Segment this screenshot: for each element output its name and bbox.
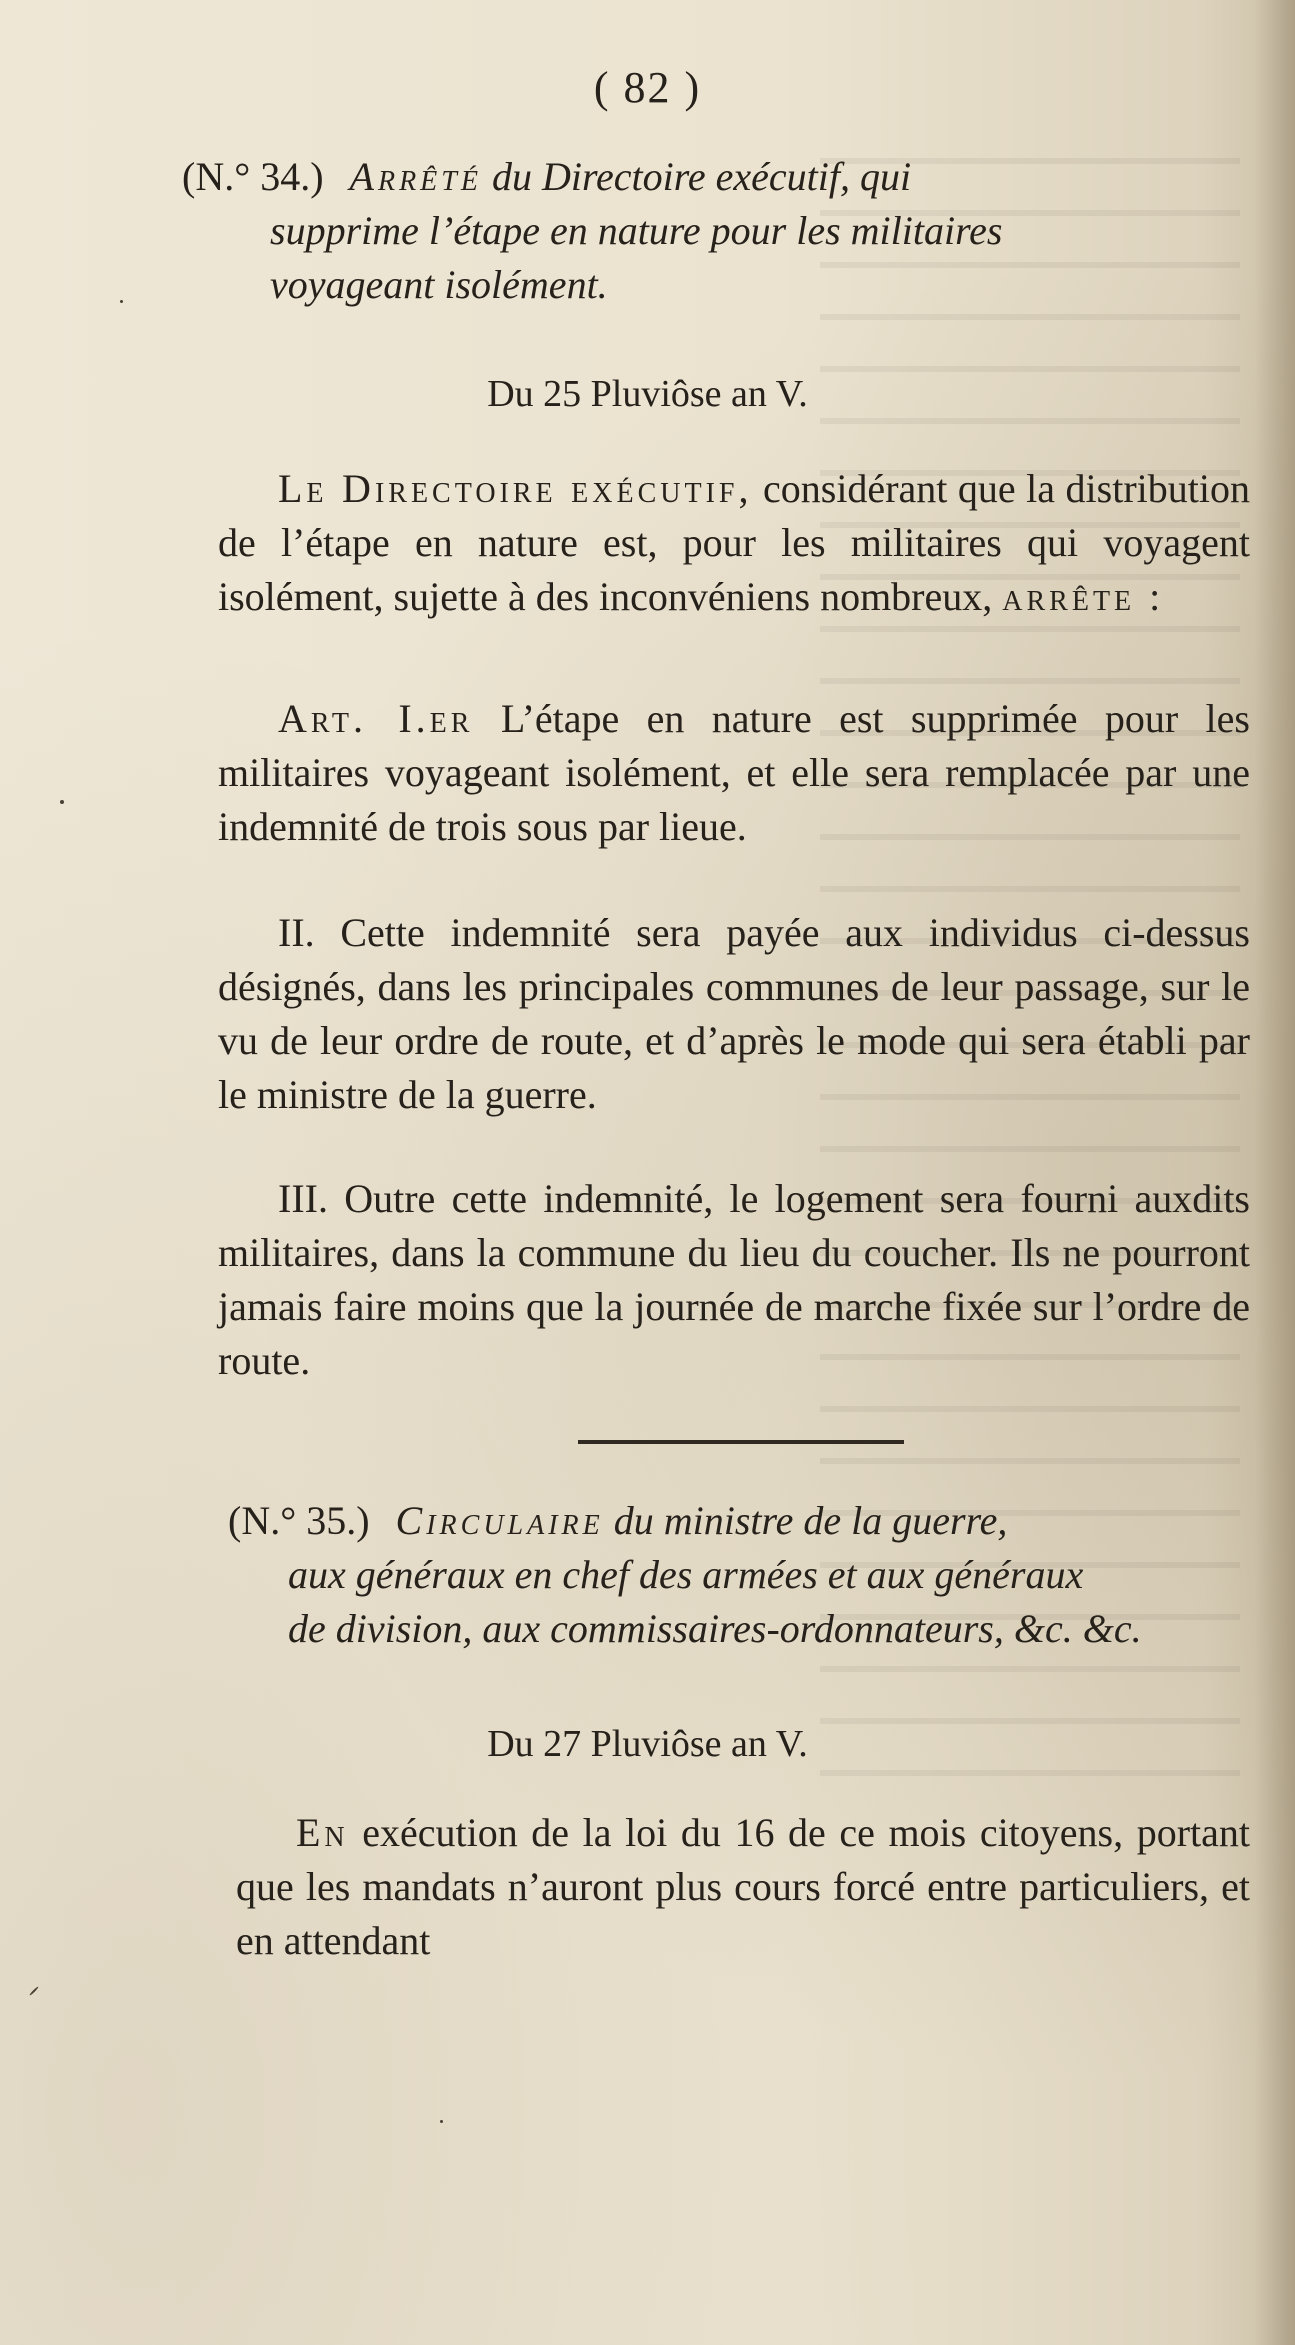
- paper-speck: [120, 300, 123, 303]
- article-1-text: L’étape en nature est supprimée pour les militaires voyageant isolément, et elle sera remplacée par une indemnité de trois sous par lieue.: [218, 696, 1250, 849]
- paper-speck: [29, 1986, 39, 1996]
- page-gutter-shadow: [1255, 0, 1295, 2345]
- entry-34-date: Du 25 Pluviôse an V.: [487, 373, 808, 415]
- entry-35-title-word: Circulaire: [395, 1498, 604, 1543]
- entry-34-number: (N.° 34.): [182, 154, 324, 199]
- paper-speck: [440, 2120, 443, 2123]
- preamble-lead: Le Directoire exécutif,: [278, 466, 753, 511]
- entry-35-number: (N.° 35.): [228, 1498, 370, 1543]
- entry-34-heading-line1: [182, 150, 1252, 204]
- article-2: [218, 906, 1250, 1122]
- paper-speck: [60, 800, 64, 804]
- entry-35-heading-line1: [228, 1494, 1258, 1548]
- entry-35-date: Du 27 Pluviôse an V.: [487, 1723, 808, 1765]
- entry-35-title-line3: de division, aux commissaires-ordonnateurs, &c. &c.: [288, 1606, 1142, 1651]
- article-3-text: Outre cette indemnité, le logement sera fourni auxdits militaires, dans la commune du lieu du coucher. Ils ne pourront jamais faire moins que la journée de marche fixée sur l’ordre de route.: [218, 1176, 1250, 1383]
- entry-34-title-rest: du Directoire exécutif, qui: [491, 154, 912, 199]
- section-divider: [578, 1440, 904, 1444]
- preamble-text: considérant que la distribution de l’étape en nature est, pour les militaires qui voyagent isolément, sujette à des inconvéniens nombreux,: [218, 466, 1250, 619]
- entry-35-text-body: exécution de la loi du 16 de ce mois citoyens, portant que les mandats n’auront plus cours forcé entre particuliers, et en attendant: [236, 1810, 1250, 1963]
- article-1-label: Art. I.er: [278, 696, 474, 741]
- entry-35-title-rest: du ministre de la guerre,: [613, 1498, 1008, 1543]
- entry-35-title-line2: aux généraux en chef des armées et aux généraux: [288, 1552, 1084, 1597]
- article-2-label: II.: [278, 910, 315, 955]
- article-3-label: III.: [278, 1176, 328, 1221]
- entry-35-text-lead: En: [296, 1810, 349, 1855]
- article-2-text: Cette indemnité sera payée aux individus ci-dessus désignés, dans les principales communes de leur passage, sur le vu de leur ordre de route, et d’après le mode qui sera établi par le ministre de la guerre.: [218, 910, 1250, 1117]
- entry-34-title-line2: supprime l’étape en nature pour les militaires: [270, 208, 1003, 253]
- entry-35-text: [236, 1806, 1250, 1968]
- entry-34-title-word: Arrêté: [349, 154, 482, 199]
- entry-34-title-line3: voyageant isolément.: [270, 262, 608, 307]
- entry-35-heading: [228, 1494, 1258, 1656]
- article-1: [218, 692, 1250, 854]
- entry-34-heading: [182, 150, 1252, 312]
- entry-34-preamble: [218, 462, 1250, 624]
- article-3: [218, 1172, 1250, 1388]
- preamble-verb: arrête :: [1002, 574, 1165, 619]
- page-number: ( 82 ): [593, 63, 702, 112]
